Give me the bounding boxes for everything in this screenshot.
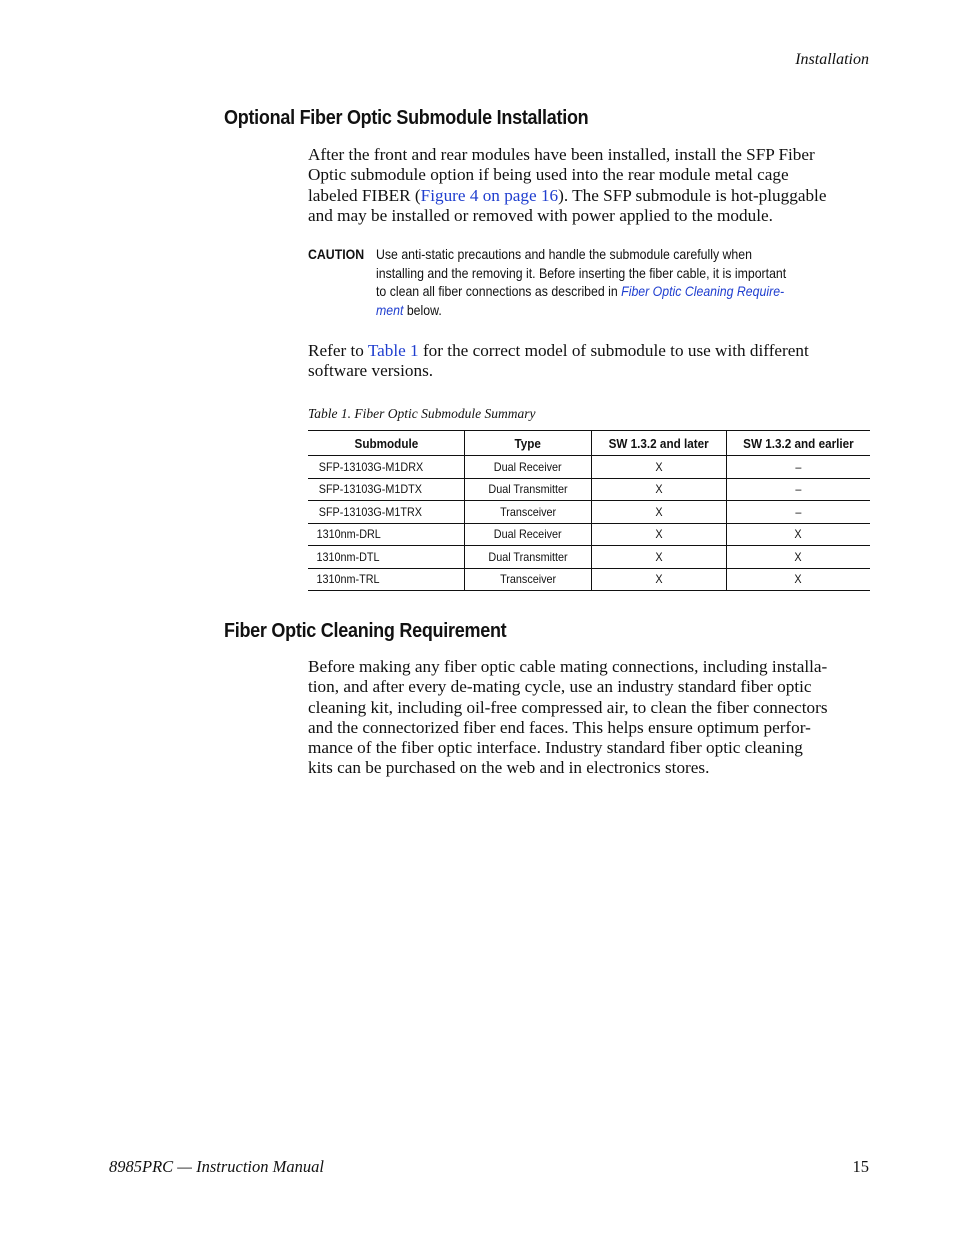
para-line: mance of the fiber optic interface. Industry standard fiber optic cleaning bbox=[308, 738, 803, 758]
section-heading-submodule-installation: Optional Fiber Optic Submodule Installation bbox=[224, 107, 589, 129]
table-row bbox=[308, 546, 870, 569]
column-header-type: Type bbox=[465, 431, 592, 456]
para-text: Refer to bbox=[308, 341, 368, 360]
cell-type: Dual Receiver bbox=[465, 456, 592, 479]
column-header-submodule: Submodule bbox=[308, 431, 465, 456]
caution-line bbox=[376, 301, 851, 320]
cell-submodule: 1310nm-TRL bbox=[308, 568, 465, 591]
para-line: cleaning kit, including oil-free compressed air, to clean the fiber connectors bbox=[308, 697, 828, 717]
cell-sw-earlier: X bbox=[727, 523, 871, 546]
cell-submodule: SFP-13103G-M1TRX bbox=[308, 501, 465, 524]
caution-text-span: below. bbox=[403, 301, 442, 318]
table-row bbox=[308, 568, 870, 591]
cell-sw-earlier: X bbox=[727, 546, 871, 569]
caution-line: installing and the removing it. Before inserting the fiber cable, it is important bbox=[376, 264, 787, 281]
caution-label: CAUTION bbox=[308, 246, 365, 262]
installation-paragraph bbox=[308, 145, 873, 226]
submodule-summary-table bbox=[308, 430, 870, 591]
page-number: 15 bbox=[852, 1157, 869, 1176]
cleaning-paragraph bbox=[308, 657, 873, 779]
para-line: kits can be purchased on the web and in electronics stores. bbox=[308, 758, 710, 778]
footer-manual-title: 8985PRC — Instruction Manual bbox=[109, 1157, 324, 1176]
cell-sw-later: X bbox=[592, 523, 727, 546]
para-line: tion, and after every de-mating cycle, use an industry standard fiber optic bbox=[308, 677, 812, 697]
cell-sw-later: X bbox=[592, 568, 727, 591]
cell-sw-later: X bbox=[592, 456, 727, 479]
table-row bbox=[308, 478, 870, 501]
column-header-sw-later: SW 1.3.2 and later bbox=[592, 431, 727, 456]
caution-text-span: to clean all fiber connections as described in bbox=[376, 283, 622, 300]
para-line: software versions. bbox=[308, 361, 434, 381]
cell-submodule: SFP-13103G-M1DTX bbox=[308, 478, 465, 501]
cell-submodule: SFP-13103G-M1DRX bbox=[308, 456, 465, 479]
caution-text bbox=[376, 245, 851, 319]
cell-sw-earlier: – bbox=[727, 478, 871, 501]
cell-sw-later: X bbox=[592, 546, 727, 569]
para-text: ). The SFP submodule is hot-pluggable bbox=[558, 185, 827, 205]
table-row bbox=[308, 456, 870, 479]
para-line: and the connectorized fiber end faces. This helps ensure optimum perfor- bbox=[308, 717, 811, 737]
cell-submodule: 1310nm-DRL bbox=[308, 523, 465, 546]
figure-4-link[interactable]: Figure 4 on page 16 bbox=[420, 185, 559, 205]
cleaning-requirement-link-cont[interactable]: ment bbox=[376, 301, 404, 318]
table-row bbox=[308, 501, 870, 524]
para-line: Optic submodule option if being used into the rear module metal cage bbox=[308, 165, 789, 185]
caution-line bbox=[376, 282, 851, 301]
table-row bbox=[308, 523, 870, 546]
cell-submodule: 1310nm-DTL bbox=[308, 546, 465, 569]
para-text: labeled FIBER ( bbox=[308, 185, 421, 205]
cell-sw-later: X bbox=[592, 501, 727, 524]
cell-sw-earlier: – bbox=[727, 501, 871, 524]
cleaning-requirement-link[interactable]: Fiber Optic Cleaning Require- bbox=[621, 283, 785, 300]
cell-sw-earlier: – bbox=[727, 456, 871, 479]
para-line: After the front and rear modules have been installed, install the SFP Fiber bbox=[308, 145, 815, 164]
cell-sw-earlier: X bbox=[727, 568, 871, 591]
cell-sw-later: X bbox=[592, 478, 727, 501]
cell-type: Dual Transmitter bbox=[465, 478, 592, 501]
cell-type: Dual Transmitter bbox=[465, 546, 592, 569]
refer-paragraph bbox=[308, 341, 873, 382]
para-line: and may be installed or removed with power applied to the module. bbox=[308, 205, 773, 225]
running-header: Installation bbox=[795, 51, 869, 68]
cell-type: Transceiver bbox=[465, 568, 592, 591]
cell-type: Dual Receiver bbox=[465, 523, 592, 546]
section-heading-cleaning-requirement: Fiber Optic Cleaning Requirement bbox=[224, 620, 507, 642]
table-caption: Table 1. Fiber Optic Submodule Summary bbox=[308, 406, 536, 421]
table-1-link[interactable]: Table 1 bbox=[367, 341, 419, 360]
para-text: for the correct model of submodule to use with different bbox=[418, 341, 809, 360]
para-line bbox=[308, 186, 873, 206]
column-header-sw-earlier: SW 1.3.2 and earlier bbox=[727, 431, 871, 456]
cell-type: Transceiver bbox=[465, 501, 592, 524]
table-header-row bbox=[308, 431, 870, 456]
caution-line: Use anti-static precautions and handle the submodule carefully when bbox=[376, 246, 752, 262]
para-line bbox=[308, 341, 873, 361]
para-line: Before making any fiber optic cable mating connections, including installa- bbox=[308, 657, 828, 676]
